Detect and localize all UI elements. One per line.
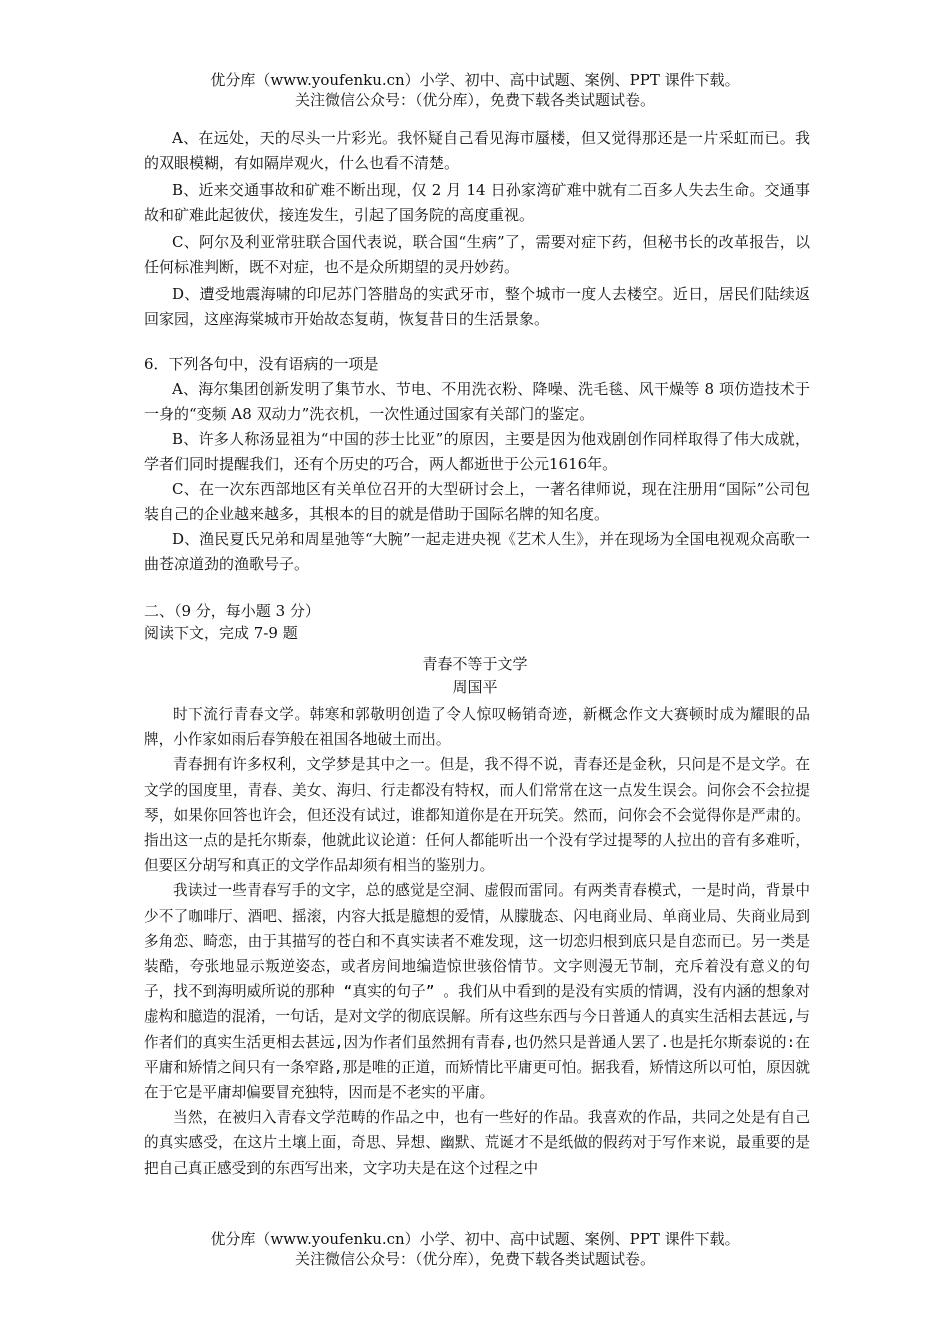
q5-option-c: C、阿尔及利亚常驻联合国代表说，联合国“生病”了，需要对症下药，但秘书长的改革报告，以任何标准判断，既不对症，也不是众所期望的灵丹妙药。	[144, 233, 810, 276]
q5-option-d: D、遭受地震海啸的印尼苏门答腊岛的实武牙市，整个城市一度人去楼空。近日，居民们陆续返回家园，这座海棠城市开始故态复萌，恢复昔日的生活景象。	[144, 285, 810, 328]
article-title: 青春不等于文学	[422, 655, 528, 673]
q6-stem: 6．下列各句中，没有语病的一项是	[144, 355, 379, 373]
footer-line-1: 优分库（www.youfenku.cn）小学、初中、高中试题、案例、PPT 课件下载。	[210, 1230, 740, 1248]
section-2-instruction: 阅读下文，完成 7-9 题	[144, 624, 298, 642]
article-paragraph: 青春拥有许多权利，文学梦是其中之一。但是，我不得不说，青春还是金秋，只问是不是文学。在文学的国度里，青春、美女、海归、行走都没有特权，而人们常常在这一点发生误会。问你会不会拉提琴，如果你回答也许会，但还没有试过，谁都知道你是在开玩笑。然而，问你会不会觉得你是严肃的。指出这一点的是托尔斯泰，他就此议论道：任何人都能听出一个没有学过提琴的人拉出的音有多难听，但要区分胡写和真正的文学作品却须有相当的鉴别力。	[144, 756, 810, 875]
article-body	[144, 702, 810, 1181]
q5-option-b: B、近来交通事故和矿难不断出现，仅 2 月 14 日孙家湾矿难中就有二百多人失去生命。交通事故和矿难此起彼伏，接连发生，引起了国务院的高度重视。	[144, 181, 810, 224]
page-footer	[0, 1229, 950, 1269]
question-6	[144, 352, 810, 577]
article-paragraph: 时下流行青春文学。韩寒和郭敬明创造了令人惊叹畅销奇迹，新概念作文大赛顿时成为耀眼的品牌，小作家如雨后春笋般在祖国各地破土而出。	[144, 706, 810, 749]
section-2-title: 二、（9 分，每小题 3 分）	[144, 602, 320, 620]
q5-option-a: A、在远处，天的尽头一片彩光。我怀疑自己看见海市蜃楼，但又觉得那还是一片采虹而已。我的双眼模糊，有如隔岸观火，什么也看不清楚。	[144, 129, 810, 172]
section-2-heading	[144, 600, 810, 644]
article-author: 周国平	[452, 678, 498, 696]
footer-line-2: 关注微信公众号：（优分库），免费下载各类试题试卷。	[294, 1250, 655, 1268]
q6-option-c: C、在一次东西部地区有关单位召开的大型研讨会上，一著名律师说，现在注册用“国际”公司包装自己的企业越来越多，其根本的目的就是借助于国际名牌的知名度。	[144, 480, 810, 523]
question-5-options	[144, 126, 810, 334]
header-line-1: 优分库（www.youfenku.cn）小学、初中、高中试题、案例、PPT 课件下载。	[210, 71, 740, 89]
q6-option-b: B、许多人称汤显祖为“中国的莎士比亚”的原因，主要是因为他戏剧创作同样取得了伟大成就，学者们同时提醒我们，还有个历史的巧合，两人都逝世于公元1616年。	[144, 430, 810, 473]
q6-option-a: A、海尔集团创新发明了集节水、节电、不用洗衣粉、降噪、洗毛毯、风干燥等 8 项仿造技术于一身的“变频 A8 双动力”洗衣机，一次性通过国家有关部门的鉴定。	[144, 380, 810, 423]
article-paragraph: 我读过一些青春写手的文字，总的感觉是空洞、虚假而雷同。有两类青春模式，一是时尚，背景中少不了咖啡厅、酒吧、摇滚，内容大抵是臆想的爱情，从朦胧态、闪电商业局、单商业局、失商业局到多角恋、畸恋，由于其描写的苍白和不真实读者不难发现，这一切恋归根到底只是自恋而已。另一类是装酷，夸张地显示叛逆姿态，或者房间地编造惊世骇俗情节。文字则漫无节制，充斥着没有意义的句子，找不到海明威所说的那种 “真实的句子” 。我们从中看到的是没有实质的情调，没有内涵的想象对虚构和臆造的混淆，一句话，是对文学的彻底误解。所有这些东西与今日普通人的真实生活相去甚远,与作者们的真实生活更相去甚远,因为作者们虽然拥有青春,也仍然只是普通人罢了.也是托尔斯泰说的:在平庸和矫情之间只有一条窄路,那是唯的正道，而矫情比平庸更可怕。据我看，矫情这所以可怕，原因就在于它是平庸却偏要冒充独特，因而是不老实的平庸。	[144, 882, 810, 1102]
article-paragraph: 当然，在被归入青春文学范畴的作品之中，也有一些好的作品。我喜欢的作品，共同之处是有自己的真实感受，在这片土壤上面，奇思、异想、幽默、荒诞才不是纸做的假药对于写作来说，最重要的是把自己真正感受到的东西写出来，文字功夫是在这个过程之中	[144, 1109, 810, 1177]
page-header	[0, 70, 950, 110]
q6-option-d: D、渔民夏氏兄弟和周星弛等“大腕”一起走进央视《艺术人生》，并在现场为全国电视观众高歌一曲苍凉道劲的渔歌号子。	[144, 530, 810, 573]
header-line-2: 关注微信公众号：（优分库），免费下载各类试题试卷。	[294, 91, 655, 109]
